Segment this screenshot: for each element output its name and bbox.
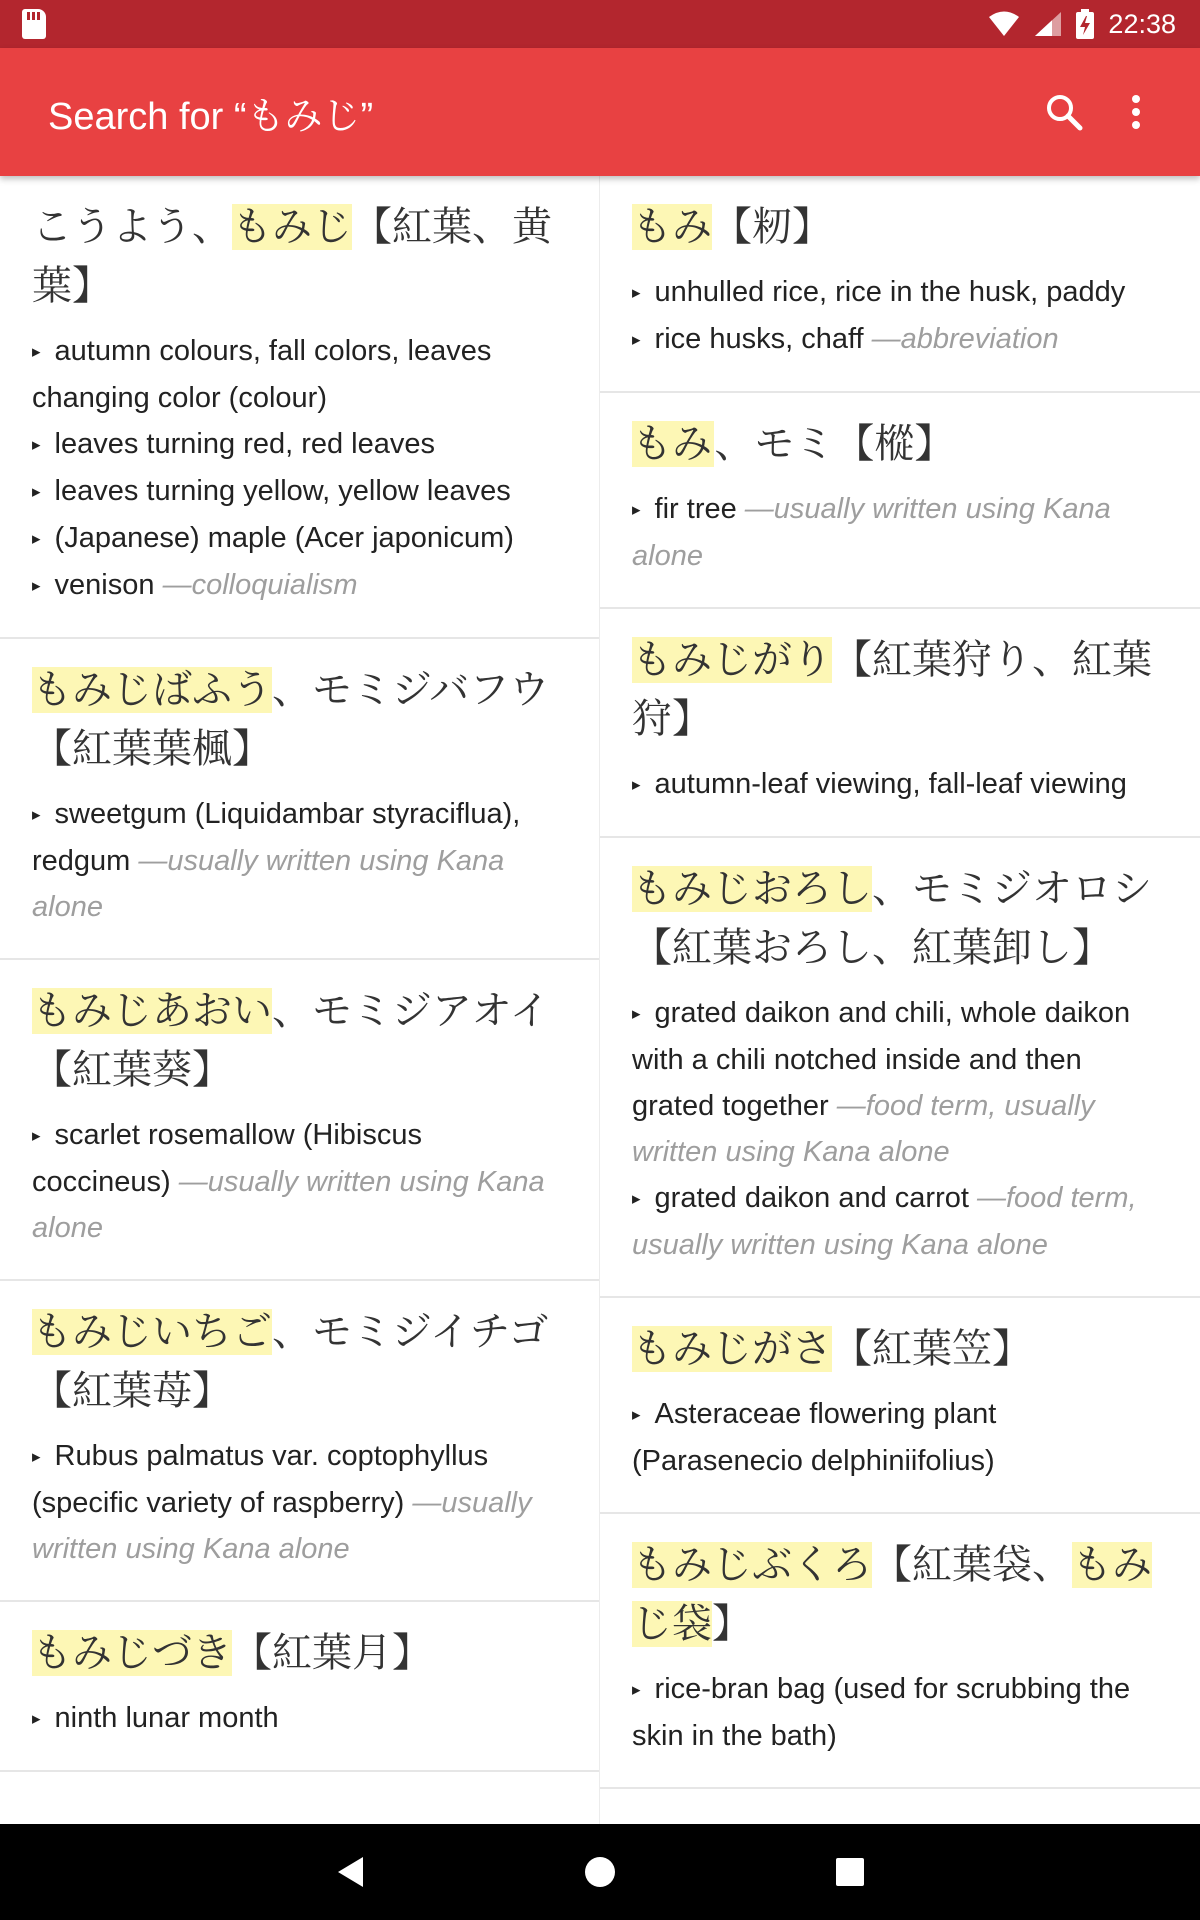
recents-icon: [835, 1857, 865, 1887]
sense-note: —colloquialism: [162, 569, 358, 601]
back-icon: [335, 1855, 365, 1889]
page-title: Search for “もみじ”: [48, 95, 374, 138]
status-time: 22:38: [1108, 8, 1176, 39]
bullet-icon: ▸: [32, 1709, 41, 1728]
sense-item: [32, 328, 567, 421]
bullet-icon: ▸: [632, 775, 641, 794]
headword-text: 、モミジアオイ【紅葉葵】: [32, 988, 550, 1093]
sense-gloss: Asteraceae flowering plant (Parasenecio delphiniifolius): [632, 1398, 997, 1477]
sense-list: [632, 761, 1168, 808]
sense-item: [632, 316, 1168, 363]
entry-headword: [32, 1624, 567, 1683]
bullet-icon: ▸: [632, 500, 641, 519]
headword-text: 【紅葉、黄葉】: [32, 204, 552, 309]
sense-item: [632, 1666, 1168, 1759]
bullet-icon: ▸: [32, 482, 41, 501]
entry-headword: [632, 631, 1168, 749]
headword-text: 【紅葉袋、: [872, 1542, 1072, 1588]
sense-note: —abbreviation: [871, 323, 1059, 355]
app-bar: [0, 48, 1200, 176]
headword-match-highlight: もみじあおい: [32, 988, 272, 1034]
sense-item: [632, 1391, 1168, 1484]
sense-gloss: rice husks, chaff: [654, 323, 864, 355]
bullet-icon: ▸: [632, 1189, 641, 1208]
sense-gloss: sweetgum (Liquidambar styraciflua), redgum: [32, 798, 521, 877]
headword-text: 、モミジオロシ【紅葉おろし、紅葉卸し】: [632, 866, 1152, 971]
more-vert-icon: [1130, 94, 1142, 130]
bullet-icon: ▸: [32, 1447, 41, 1466]
headword-text: 、モミジバフウ【紅葉葉楓】: [32, 667, 550, 772]
result-entry[interactable]: [0, 176, 599, 639]
sense-gloss: venison: [54, 569, 155, 601]
sense-gloss: grated daikon and carrot: [654, 1182, 969, 1214]
sense-item: [32, 421, 567, 468]
home-button[interactable]: [570, 1842, 630, 1902]
sense-list: [632, 990, 1168, 1268]
entry-headword: [32, 982, 567, 1100]
sense-gloss: (Japanese) maple (Acer japonicum): [54, 522, 514, 554]
wifi-icon: [988, 11, 1020, 37]
sense-gloss: autumn colours, fall colors, leaves changing color (colour): [32, 335, 492, 414]
sense-note: —usually written using Kana alone: [32, 1166, 545, 1244]
results-column-right: [600, 176, 1200, 1824]
sense-list: [32, 791, 567, 930]
headword-text: 【紅葉笠】: [832, 1326, 1032, 1372]
sense-gloss: grated daikon and chili, whole daikon with a chili notched inside and then grated together: [632, 997, 1131, 1122]
sense-item: [32, 468, 567, 515]
bullet-icon: ▸: [32, 805, 41, 824]
back-button[interactable]: [320, 1842, 380, 1902]
sense-note: —food term, usually written using Kana alone: [632, 1090, 1095, 1168]
sense-note: —usually written using Kana alone: [32, 845, 505, 923]
sense-list: [632, 486, 1168, 579]
sense-item: [32, 1112, 567, 1251]
entry-headword: [32, 661, 567, 779]
sense-gloss: scarlet rosemallow (Hibiscus coccineus): [32, 1119, 422, 1198]
overflow-menu-button[interactable]: [1100, 76, 1172, 148]
sense-item: [32, 791, 567, 930]
sense-item: [632, 269, 1168, 316]
headword-match-highlight: もみ: [632, 421, 715, 467]
sense-list: [32, 1433, 567, 1572]
headword-match-highlight: もみじがさ: [632, 1326, 832, 1372]
battery-charging-icon: [1076, 9, 1094, 39]
sense-gloss: autumn-leaf viewing, fall-leaf viewing: [654, 768, 1127, 800]
sense-note: —usually written using Kana alone: [32, 1487, 532, 1565]
recents-button[interactable]: [820, 1842, 880, 1902]
sense-gloss: leaves turning yellow, yellow leaves: [54, 475, 511, 507]
headword-text: 【紅葉月】: [232, 1630, 432, 1676]
headword-match-highlight: もみじばふう: [32, 667, 272, 713]
result-entry[interactable]: [600, 393, 1200, 609]
sense-list: [632, 269, 1168, 363]
sense-item: [32, 562, 567, 609]
entry-headword: [32, 198, 567, 316]
sense-gloss: leaves turning red, red leaves: [54, 428, 435, 460]
headword-text: 【籾】: [712, 204, 832, 250]
result-entry[interactable]: [600, 1514, 1200, 1789]
sense-list: [32, 1112, 567, 1251]
sense-item: [32, 515, 567, 562]
bullet-icon: ▸: [32, 342, 41, 361]
entry-headword: [632, 198, 1168, 257]
bullet-icon: ▸: [632, 283, 641, 302]
entry-headword: [632, 1536, 1168, 1654]
sense-list: [32, 328, 567, 609]
sense-gloss: fir tree: [654, 493, 737, 525]
sense-item: [32, 1695, 567, 1742]
entry-headword: [632, 415, 1168, 474]
search-results[interactable]: [0, 176, 1200, 1824]
sense-item: [632, 761, 1168, 808]
sense-item: [632, 1175, 1168, 1268]
sense-gloss: rice-bran bag (used for scrubbing the skin in the bath): [632, 1673, 1131, 1752]
bullet-icon: ▸: [632, 1405, 641, 1424]
headword-text: 】: [712, 1601, 752, 1647]
headword-match-highlight: もみじいちご: [32, 1309, 272, 1355]
navigation-bar: [0, 1824, 1200, 1920]
result-entry[interactable]: [0, 960, 599, 1281]
bullet-icon: ▸: [32, 529, 41, 548]
sense-gloss: Rubus palmatus var. coptophyllus (specific variety of raspberry): [32, 1440, 489, 1519]
results-column-left: [0, 176, 600, 1824]
headword-match-highlight: もみ: [632, 204, 712, 250]
headword-match-highlight: もみじ: [232, 204, 352, 250]
headword-match-highlight: もみじづき: [32, 1630, 232, 1676]
headword-text: こうよう、: [32, 204, 232, 250]
bullet-icon: ▸: [632, 330, 641, 349]
home-icon: [583, 1855, 617, 1889]
bullet-icon: ▸: [32, 576, 41, 595]
result-entry[interactable]: [600, 838, 1200, 1298]
entry-headword: [632, 1320, 1168, 1379]
sense-item: [632, 990, 1168, 1175]
sd-card-icon: [22, 9, 46, 39]
sense-note: —usually written using Kana alone: [632, 493, 1111, 572]
result-entry[interactable]: [0, 1602, 599, 1772]
sense-list: [32, 1695, 567, 1742]
sense-list: [632, 1391, 1168, 1484]
result-entry[interactable]: [600, 1298, 1200, 1514]
sense-gloss: unhulled rice, rice in the husk, paddy: [654, 276, 1126, 308]
search-icon: [1044, 92, 1084, 132]
headword-text: 、モミジイチゴ【紅葉苺】: [32, 1309, 549, 1414]
headword-text: 【紅葉狩り、紅葉狩】: [632, 637, 1152, 742]
entry-headword: [32, 1303, 567, 1421]
sense-gloss: ninth lunar month: [54, 1702, 279, 1734]
status-bar: [0, 0, 1200, 48]
bullet-icon: ▸: [32, 1126, 41, 1145]
headword-match-highlight: もみじおろし: [632, 866, 872, 912]
sense-note: —food term, usually written using Kana alone: [632, 1182, 1137, 1261]
sense-item: [632, 486, 1168, 579]
headword-match-highlight: もみじぶくろ: [632, 1542, 872, 1588]
headword-match-highlight: もみじ袋: [632, 1542, 1152, 1647]
result-entry[interactable]: [0, 639, 599, 960]
bullet-icon: ▸: [632, 1004, 641, 1023]
bullet-icon: ▸: [632, 1680, 641, 1699]
headword-match-highlight: もみじがり: [632, 637, 832, 683]
sense-list: [632, 1666, 1168, 1759]
entry-headword: [632, 860, 1168, 978]
bullet-icon: ▸: [32, 435, 41, 454]
search-button[interactable]: [1028, 76, 1100, 148]
result-entry[interactable]: [600, 176, 1200, 393]
signal-icon: [1034, 11, 1062, 37]
headword-text: 、モミ【樅】: [714, 421, 955, 467]
sense-item: [32, 1433, 567, 1572]
result-entry[interactable]: [600, 609, 1200, 838]
result-entry[interactable]: [0, 1281, 599, 1602]
